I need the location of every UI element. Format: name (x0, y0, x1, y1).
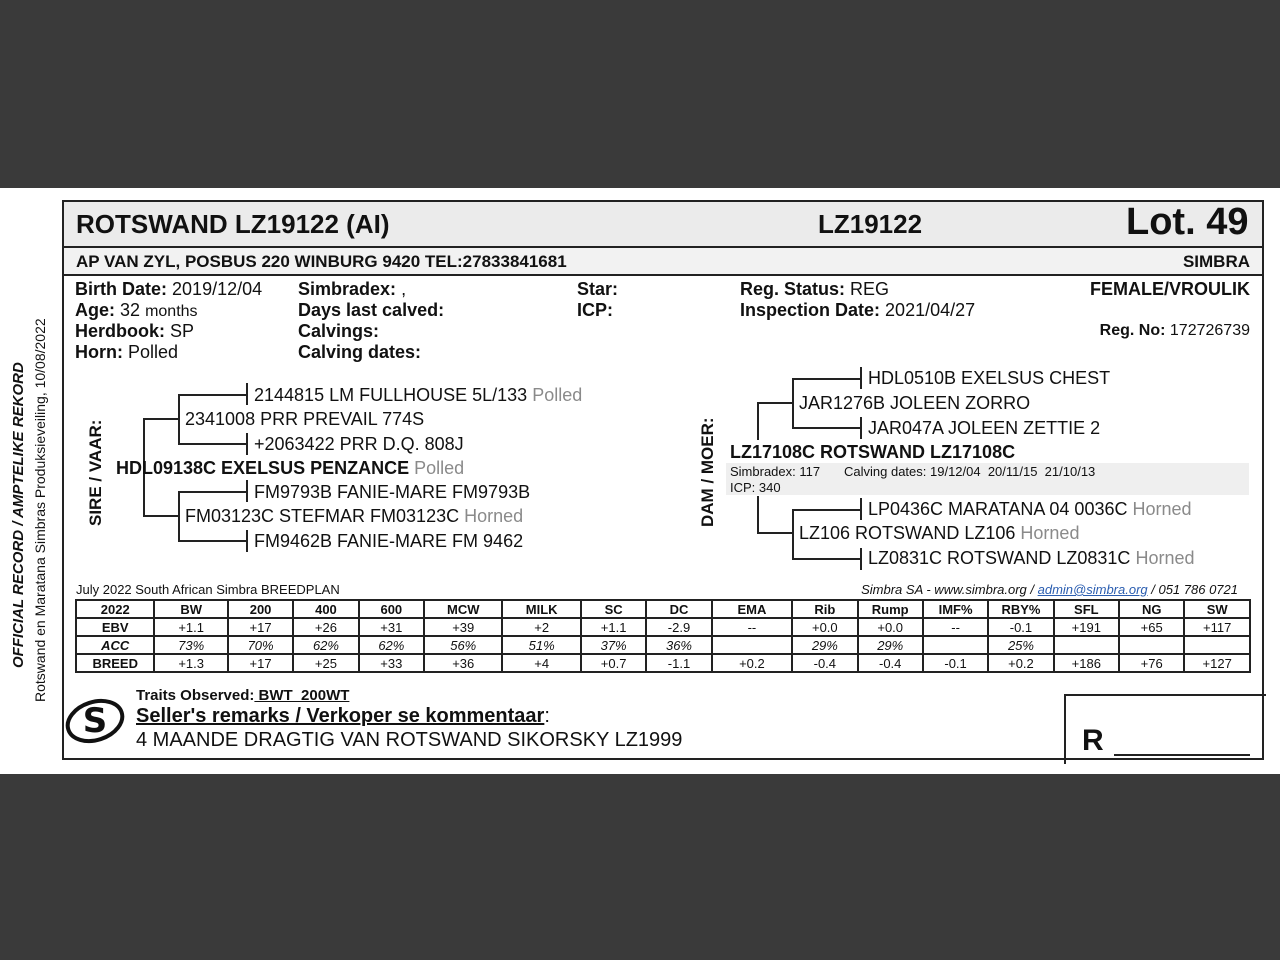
ebv-cell: 29% (792, 636, 857, 654)
breedplan-caption: July 2022 South African Simbra BREEDPLAN (76, 582, 340, 597)
ebv-cell: +26 (293, 618, 358, 636)
tick (246, 530, 248, 552)
days-last-calved: Days last calved: (298, 300, 445, 320)
price-currency: R (1082, 724, 1104, 757)
ebv-cell: +0.2 (712, 654, 792, 672)
sire-sire-sire: 2144815 LM FULLHOUSE 5L/133 Polled (254, 385, 583, 405)
ebv-cell: +17 (228, 618, 293, 636)
ebv-header-cell: RBY% (988, 600, 1053, 618)
ebv-header-cell: 2022 (76, 600, 154, 618)
ebv-cell (712, 636, 792, 654)
ebv-cell: -0.4 (792, 654, 857, 672)
ebv-header-cell: SC (581, 600, 646, 618)
sex: FEMALE/VROULIK (1090, 279, 1250, 299)
dam-sire-sire: HDL0510B EXELSUS CHEST (868, 368, 1111, 388)
ebv-cell: 70% (228, 636, 293, 654)
simbradex: Simbradex: , (298, 279, 407, 299)
animal-name: ROTSWAND LZ19122 (AI) (76, 209, 390, 239)
ebv-cell (1119, 636, 1184, 654)
ebv-cell: 62% (359, 636, 424, 654)
ebv-row-label: ACC (76, 636, 154, 654)
sire: HDL09138C EXELSUS PENZANCE Polled (116, 458, 465, 478)
ebv-cell: 62% (293, 636, 358, 654)
auction-label: Rotswand en Maratana Simbras Produksieveiling, 10/08/2022 (32, 318, 48, 702)
dam-sire: JAR1276B JOLEEN ZORRO (799, 393, 1031, 413)
ebv-header-cell: EMA (712, 600, 792, 618)
tick (246, 433, 248, 455)
ebv-table (75, 599, 1251, 673)
ebv-cell: +4 (502, 654, 580, 672)
calvings: Calvings: (298, 321, 380, 341)
sire-sire-bracket-top (178, 394, 246, 396)
dam-bracket-bottom (757, 496, 759, 534)
dam-calving-dates: Calving dates: 19/12/04 20/11/15 21/10/13 (844, 464, 1096, 479)
ebv-header-cell: MCW (424, 600, 502, 618)
dam-sire-bracket-bottom (792, 427, 860, 429)
ebv-cell (923, 636, 988, 654)
dam-dam-bracket-bottom (792, 558, 860, 560)
ebv-row-label: EBV (76, 618, 154, 636)
ebv-cell: 37% (581, 636, 646, 654)
sire-sire-dam: +2063422 PRR D.Q. 808J (254, 434, 464, 454)
owner-info: AP VAN ZYL, POSBUS 220 WINBURG 9420 TEL:27833841681 (76, 252, 567, 271)
ebv-cell: +65 (1119, 618, 1184, 636)
ebv-header-cell: NG (1119, 600, 1184, 618)
animal-code: LZ19122 (818, 209, 923, 239)
tick (246, 383, 248, 405)
ebv-cell: +39 (424, 618, 502, 636)
sire-dam-bracket-bottom (178, 540, 246, 542)
ebv-header-cell: 400 (293, 600, 358, 618)
dam-sire-bracket (792, 378, 794, 428)
ebv-cell: -0.4 (858, 654, 923, 672)
star: Star: (577, 279, 619, 299)
sire-dam-dam: FM9462B FANIE-MARE FM 9462 (254, 531, 524, 551)
ebv-cell: -2.9 (646, 618, 711, 636)
ebv-cell: -- (712, 618, 792, 636)
dam-bracket-bottom-h (757, 532, 793, 534)
ebv-cell: 29% (858, 636, 923, 654)
official-record-label: OFFICIAL RECORD / AMPTELIKE REKORD (10, 362, 27, 668)
traits-observed: Traits Observed: BWT 200WT (136, 687, 350, 704)
sire-dam: FM03123C STEFMAR FM03123C Horned (185, 506, 524, 526)
calving-dates: Calving dates: (298, 342, 422, 362)
sire-bracket-bottom (143, 515, 179, 517)
inspection-date: Inspection Date: 2021/04/27 (740, 300, 976, 320)
ebv-cell (1184, 636, 1250, 654)
ebv-cell: 73% (154, 636, 227, 654)
ebv-cell: -1.1 (646, 654, 711, 672)
ebv-header-cell: 200 (228, 600, 293, 618)
ebv-header-cell: DC (646, 600, 711, 618)
ebv-header-cell: MILK (502, 600, 580, 618)
ebv-cell: +1.1 (581, 618, 646, 636)
sire-sire: 2341008 PRR PREVAIL 774S (185, 409, 425, 429)
ebv-cell: +127 (1184, 654, 1250, 672)
tick (860, 548, 862, 570)
dam-bracket-top (757, 402, 759, 440)
ebv-cell: -- (923, 618, 988, 636)
ebv-cell: -0.1 (988, 618, 1053, 636)
ebv-row (76, 636, 1250, 654)
breed-label: SIMBRA (1182, 252, 1250, 271)
reg-no: Reg. No: 172726739 (1099, 322, 1250, 339)
tick (860, 367, 862, 389)
dam-dam-bracket (792, 509, 794, 559)
ebv-cell: +17 (228, 654, 293, 672)
sire-dam-bracket (178, 491, 180, 541)
herdbook: Herdbook: SP (75, 321, 195, 341)
sire-sire-bracket (178, 394, 180, 444)
dam-bracket-top-h (757, 402, 793, 404)
ebv-cell: +0.7 (581, 654, 646, 672)
dam: LZ17108C ROTSWAND LZ17108C (730, 442, 1016, 462)
icp: ICP: (577, 300, 613, 320)
ebv-row-label: BREED (76, 654, 154, 672)
ebv-cell: +0.0 (858, 618, 923, 636)
simbra-contact: Simbra SA - www.simbra.org / admin@simbra.org / 051 786 0721 (861, 582, 1238, 597)
simbra-logo-icon (64, 697, 128, 747)
dam-dam-dam: LZ0831C ROTSWAND LZ0831C Horned (868, 548, 1195, 568)
ebv-header-row (76, 600, 1250, 618)
sire-bracket-top (143, 418, 179, 420)
dam-sire-dam: JAR047A JOLEEN ZETTIE 2 (868, 418, 1101, 438)
ebv-header-cell: SW (1184, 600, 1250, 618)
birth-date: Birth Date: 2019/12/04 (75, 279, 263, 299)
ebv-cell: +186 (1054, 654, 1119, 672)
sire-dam-bracket-top (178, 491, 246, 493)
ebv-cell: 51% (502, 636, 580, 654)
horn: Horn: Polled (75, 342, 179, 362)
ebv-cell: +2 (502, 618, 580, 636)
ebv-cell: 56% (424, 636, 502, 654)
dam-dam: LZ106 ROTSWAND LZ106 Horned (799, 523, 1080, 543)
dam-sire-bracket-top (792, 378, 860, 380)
tick (246, 480, 248, 502)
email-link[interactable]: admin@simbra.org (1037, 582, 1148, 597)
dam-simbradex: Simbradex: 117 (730, 464, 821, 479)
ebv-header-cell: BW (154, 600, 227, 618)
sire-sire-bracket-bottom (178, 443, 246, 445)
ebv-row (76, 618, 1250, 636)
dam-icp: ICP: 340 (730, 480, 781, 495)
svg-text:S: S (82, 701, 108, 741)
ebv-header-cell: Rib (792, 600, 857, 618)
ebv-cell: +0.2 (988, 654, 1053, 672)
ebv-cell: +33 (359, 654, 424, 672)
ebv-cell: +76 (1119, 654, 1184, 672)
dam-dam-sire: LP0436C MARATANA 04 0036C Horned (868, 499, 1192, 519)
reg-status: Reg. Status: REG (740, 279, 890, 299)
ebv-cell: +36 (424, 654, 502, 672)
ebv-header-cell: SFL (1054, 600, 1119, 618)
tick (860, 498, 862, 520)
ebv-cell: 25% (988, 636, 1053, 654)
ebv-row (76, 654, 1250, 672)
dam-label: DAM / MOER: (698, 417, 717, 527)
tick (860, 417, 862, 439)
price-input-line[interactable] (1114, 754, 1250, 756)
ebv-cell: +0.0 (792, 618, 857, 636)
ebv-cell: +191 (1054, 618, 1119, 636)
sire-dam-sire: FM9793B FANIE-MARE FM9793B (254, 482, 531, 502)
dam-dam-bracket-top (792, 509, 860, 511)
ebv-cell: +1.1 (154, 618, 227, 636)
ebv-cell: 36% (646, 636, 711, 654)
ebv-cell: +31 (359, 618, 424, 636)
ebv-header-cell: Rump (858, 600, 923, 618)
seller-remarks-label: Seller's remarks / Verkoper se kommentaar: (136, 705, 550, 727)
ebv-cell: +1.3 (154, 654, 227, 672)
age: Age: 32 months (75, 300, 198, 320)
ebv-cell (1054, 636, 1119, 654)
sire-label: SIRE / VAAR: (86, 419, 105, 526)
ebv-cell: +117 (1184, 618, 1250, 636)
seller-remarks: 4 MAANDE DRAGTIG VAN ROTSWAND SIKORSKY LZ1999 (136, 729, 683, 751)
ebv-cell: -0.1 (923, 654, 988, 672)
ebv-header-cell: IMF% (923, 600, 988, 618)
ebv-cell: +25 (293, 654, 358, 672)
ebv-header-cell: 600 (359, 600, 424, 618)
lot-number: Lot. 49 (1126, 201, 1249, 243)
